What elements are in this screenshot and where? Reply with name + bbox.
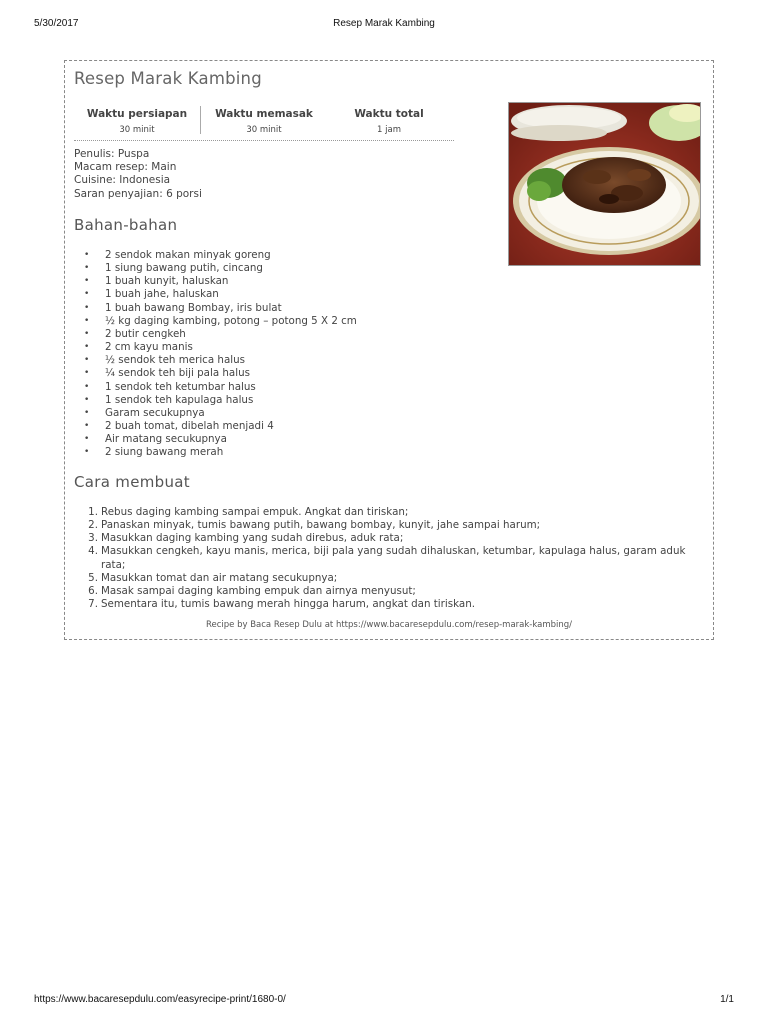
ingredient-item: • 2 siung bawang merah bbox=[74, 446, 357, 459]
recipe-type: Macam resep: Main bbox=[74, 161, 177, 174]
step-text: Rebus daging kambing sampai empuk. Angkat dan tiriskan; bbox=[101, 506, 409, 518]
recipe-times bbox=[74, 106, 454, 141]
cook-time-value: 30 minit bbox=[246, 125, 282, 135]
step-text: Sementara itu, tumis bawang merah hingga harum, angkat dan tiriskan. bbox=[101, 598, 476, 611]
step-text: Masak sampai daging kambing empuk dan airnya menyusut; bbox=[101, 584, 416, 597]
step-item bbox=[74, 532, 704, 545]
step-number: 3. bbox=[88, 532, 98, 545]
ingredient-item: • 1 buah kunyit, haluskan bbox=[74, 275, 357, 288]
step-number: 6. bbox=[88, 584, 98, 597]
step-item bbox=[74, 506, 704, 519]
ingredient-item: • 1 siung bawang putih, cincang bbox=[74, 262, 357, 275]
ingredient-item: • 1 buah jahe, haluskan bbox=[74, 288, 357, 301]
cuisine: Cuisine: Indonesia bbox=[74, 174, 171, 187]
step-text: Masukkan tomat dan air matang secukupnya; bbox=[101, 571, 338, 584]
dish-photo-illustration bbox=[509, 103, 701, 266]
serving-size: Saran penyajian: 6 porsi bbox=[74, 187, 202, 200]
total-time-label: Waktu total bbox=[354, 108, 424, 120]
step-number: 2. bbox=[88, 519, 98, 532]
ingredient-item: • ½ kg daging kambing, potong – potong 5 X 2 cm bbox=[74, 315, 357, 328]
total-time-value: 1 jam bbox=[377, 125, 401, 135]
cook-time bbox=[200, 106, 327, 134]
author: Penulis: Puspa bbox=[74, 148, 150, 160]
print-date: 5/30/2017 bbox=[34, 18, 79, 29]
ingredient-item: • 1 sendok teh kapulaga halus bbox=[74, 394, 357, 407]
recipe-meta bbox=[74, 148, 202, 201]
step-number: 1. bbox=[88, 506, 98, 518]
cook-time-label: Waktu memasak bbox=[215, 108, 313, 120]
page-number: 1/1 bbox=[720, 994, 734, 1005]
prep-time bbox=[74, 106, 200, 135]
step-item bbox=[74, 598, 704, 611]
print-title: Resep Marak Kambing bbox=[333, 18, 435, 29]
step-item bbox=[74, 572, 704, 585]
print-url: https://www.bacaresepdulu.com/easyrecipe-print/1680-0/ bbox=[34, 994, 286, 1005]
ingredients-list bbox=[74, 249, 357, 460]
print-header bbox=[34, 18, 734, 32]
recipe-credit: Recipe by Baca Resep Dulu at https://www.bacaresepdulu.com/resep-marak-kambing/ bbox=[205, 620, 573, 630]
total-time bbox=[326, 106, 452, 135]
ingredient-item: • Air matang secukupnya bbox=[74, 433, 357, 446]
step-item bbox=[74, 519, 704, 532]
ingredient-item: • 1 sendok teh ketumbar halus bbox=[74, 381, 357, 394]
ingredient-item: • 2 butir cengkeh bbox=[74, 328, 357, 341]
ingredient-item: • 2 buah tomat, dibelah menjadi 4 bbox=[74, 420, 357, 433]
step-number: 7. bbox=[88, 598, 98, 611]
ingredient-item: • ½ sendok teh merica halus bbox=[74, 354, 357, 367]
recipe-photo bbox=[508, 102, 701, 266]
step-item bbox=[74, 545, 704, 571]
prep-time-label: Waktu persiapan bbox=[86, 108, 188, 120]
ingredients-heading: Bahan-bahan bbox=[74, 216, 178, 234]
step-text: Panaskan minyak, tumis bawang putih, bawang bombay, kunyit, jahe sampai harum; bbox=[101, 519, 541, 532]
ingredient-item: • 2 sendok makan minyak goreng bbox=[74, 249, 357, 262]
steps-heading: Cara membuat bbox=[74, 473, 190, 491]
prep-time-value: 30 minit bbox=[119, 125, 155, 135]
ingredient-item: • 1 buah bawang Bombay, iris bulat bbox=[74, 302, 357, 315]
step-number: 4. bbox=[88, 545, 98, 558]
step-text: Masukkan daging kambing yang sudah direbus, aduk rata; bbox=[101, 532, 404, 545]
ingredient-item: • ¼ sendok teh biji pala halus bbox=[74, 367, 357, 380]
steps-list bbox=[74, 506, 704, 611]
ingredient-item: • 2 cm kayu manis bbox=[74, 341, 357, 354]
recipe-card bbox=[64, 60, 714, 640]
ingredient-item: • Garam secukupnya bbox=[74, 407, 357, 420]
recipe-title: Resep Marak Kambing bbox=[74, 69, 262, 88]
step-text: Masukkan cengkeh, kayu manis, merica, biji pala yang sudah dihaluskan, ketumbar, kapulaga halus, garam aduk rata; bbox=[101, 545, 686, 571]
step-item bbox=[74, 585, 704, 598]
print-footer bbox=[34, 994, 734, 1008]
step-number: 5. bbox=[88, 571, 98, 584]
